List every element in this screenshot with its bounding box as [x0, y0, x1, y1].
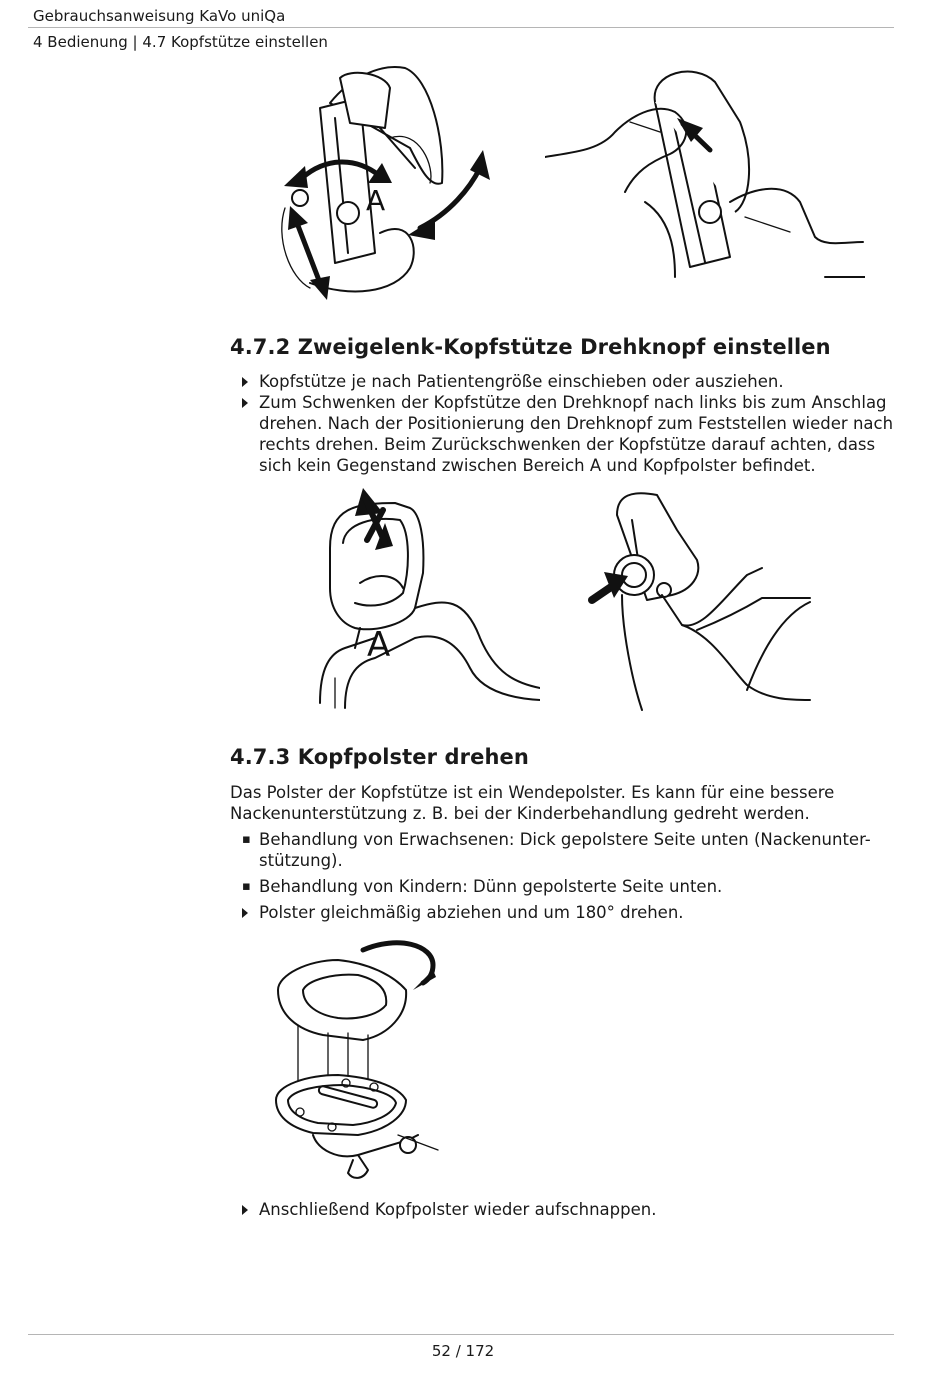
page-number: 52 / 172: [431, 1342, 495, 1360]
section-4-7-3-final: [230, 1199, 900, 1220]
triangle-right-icon: [241, 1199, 249, 1221]
square-bullet-icon: ▪: [242, 879, 251, 894]
breadcrumb: 4 Bedienung | 4.7 Kopfstütze einstellen: [33, 33, 328, 51]
bullet-item: [230, 829, 900, 871]
bullet-text: Behandlung von Erwachsenen: Dick gepolstere Seite unten (Nackenunter-stützung).: [259, 830, 871, 870]
section-heading-4-7-3: 4.7.3 Kopfpolster drehen: [230, 745, 529, 769]
area-a-label: A: [366, 184, 386, 217]
bullet-text: Behandlung von Kindern: Dünn gepolsterte Seite unten.: [259, 877, 723, 896]
figure-hands-press-knob: [545, 62, 865, 307]
figure-headrest-adjust-arrows: [270, 58, 500, 303]
section-4-7-3-body: [230, 782, 900, 923]
step-text: Anschließend Kopfpolster wieder aufschnappen.: [259, 1200, 657, 1219]
triangle-right-icon: [241, 371, 249, 393]
figure-knob-push: [572, 490, 812, 715]
step-item: [230, 392, 900, 476]
square-bullet-icon: ▪: [242, 832, 251, 847]
intro-paragraph: Das Polster der Kopfstütze ist ein Wendepolster. Es kann für eine bessere Nackenunterstützung z. B. bei der Kinderbehandlung gedreht werden.: [230, 783, 835, 823]
triangle-right-icon: [241, 392, 249, 414]
section-4-7-2-steps: [230, 371, 900, 476]
step-text: Kopfstütze je nach Patientengröße einschieben oder ausziehen.: [259, 372, 784, 391]
triangle-right-icon: [241, 902, 249, 924]
figure-pad-rotate: [268, 935, 443, 1185]
document-title: Gebrauchsanweisung KaVo uniQa: [33, 7, 286, 25]
step-item: [230, 902, 900, 923]
step-item: [230, 371, 900, 392]
area-a-label: A: [367, 625, 391, 665]
bullet-item: [230, 876, 900, 897]
header-divider: [28, 27, 894, 28]
step-text: Zum Schwenken der Kopfstütze den Drehknopf nach links bis zum Anschlag drehen. Nach der Positionierung den Drehknopf zum Feststellen wieder nach rechts drehen. Beim Zurückschwenken der Kopfstütze darauf achten, dass sich kein Gegenstand zwischen Bereich A und Kopfpolster befindet.: [259, 393, 894, 475]
figure-headrest-slide: [315, 488, 540, 713]
section-heading-4-7-2: 4.7.2 Zweigelenk-Kopfstütze Drehknopf einstellen: [230, 335, 831, 359]
step-item: [230, 1199, 900, 1220]
footer-divider: [28, 1334, 894, 1335]
step-text: Polster gleichmäßig abziehen und um 180° drehen.: [259, 903, 684, 922]
